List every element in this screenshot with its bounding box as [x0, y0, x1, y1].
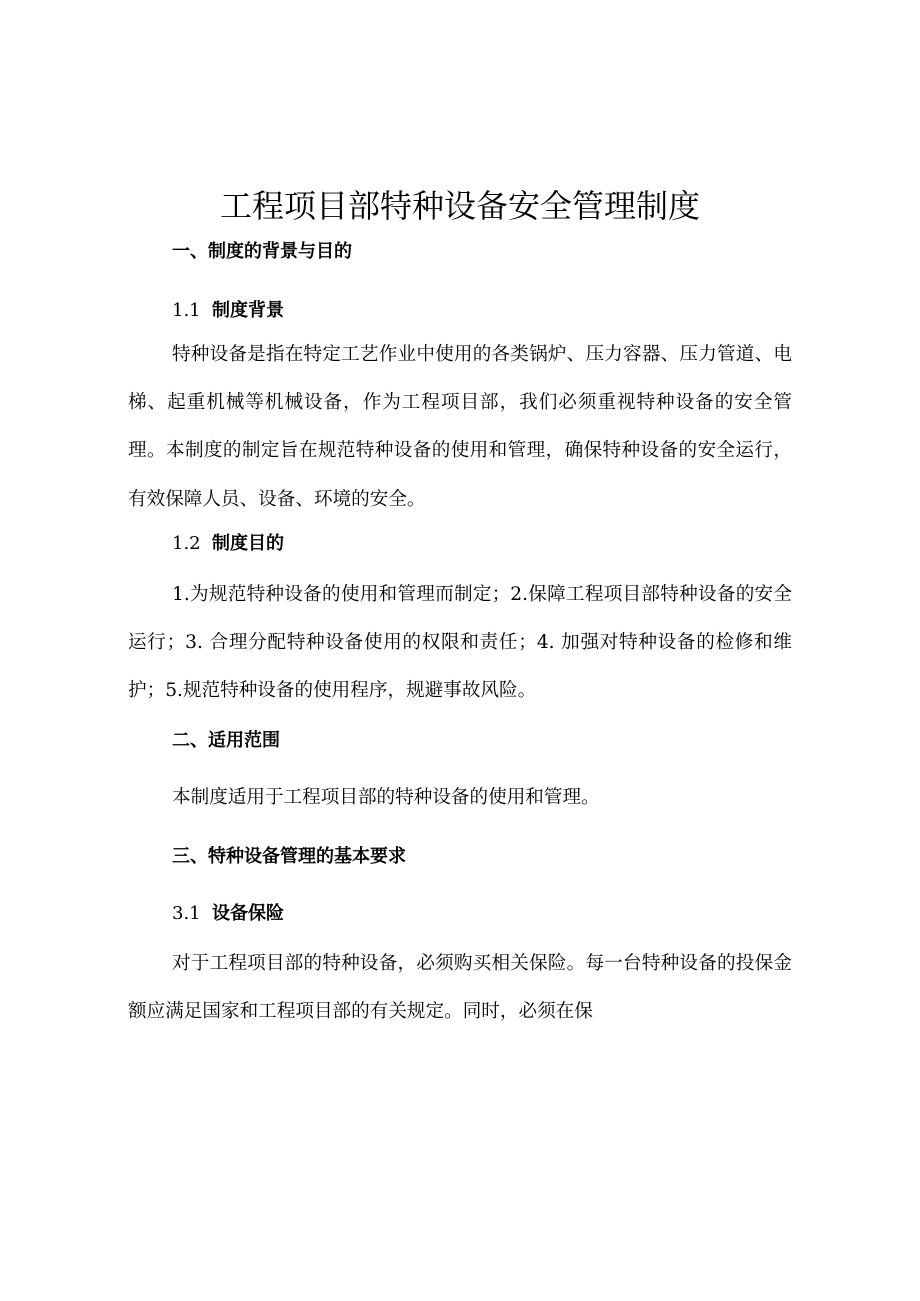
section-3-1-paragraph: 对于工程项目部的特种设备，必须购买相关保险。每一台特种设备的投保金额应满足国家和工程项目部的有关规定。同时，必须在保 [128, 953, 792, 1023]
section-1-2-paragraph: 1.为规范特种设备的使用和管理而制定；2.保障工程项目部特种设备的安全运行；3. 合理分配特种设备使用的权限和责任；4. 加强对特种设备的检修和维护；5.规范特种设备的使用程序，规避事故风险。 [128, 584, 792, 702]
section-2-heading: 二、适用范围 [172, 730, 280, 751]
section-number: 1.2 [172, 533, 201, 554]
section-2-paragraph: 本制度适用于工程项目部的特种设备的使用和管理。 [172, 787, 600, 808]
section-number: 1.1 [172, 300, 201, 321]
section-1-heading: 一、制度的背景与目的 [172, 241, 352, 262]
section-1-2-heading [172, 532, 284, 556]
section-3-heading: 三、特种设备管理的基本要求 [172, 846, 406, 867]
section-3-1-heading [172, 902, 284, 926]
document-title: 工程项目部特种设备安全管理制度 [219, 187, 700, 225]
section-title: 设备保险 [212, 903, 284, 924]
section-title: 制度背景 [212, 300, 284, 321]
section-1-1-paragraph: 特种设备是指在特定工艺作业中使用的各类锅炉、压力容器、压力管道、电梯、起重机械等机械设备，作为工程项目部，我们必须重视特种设备的安全管理。本制度的制定旨在规范特种设备的使用和管理，确保特种设备的安全运行，有效保障人员、设备、环境的安全。 [128, 344, 792, 510]
section-number: 3.1 [172, 903, 201, 924]
section-title: 制度目的 [212, 533, 284, 554]
section-1-1-heading [172, 299, 284, 323]
